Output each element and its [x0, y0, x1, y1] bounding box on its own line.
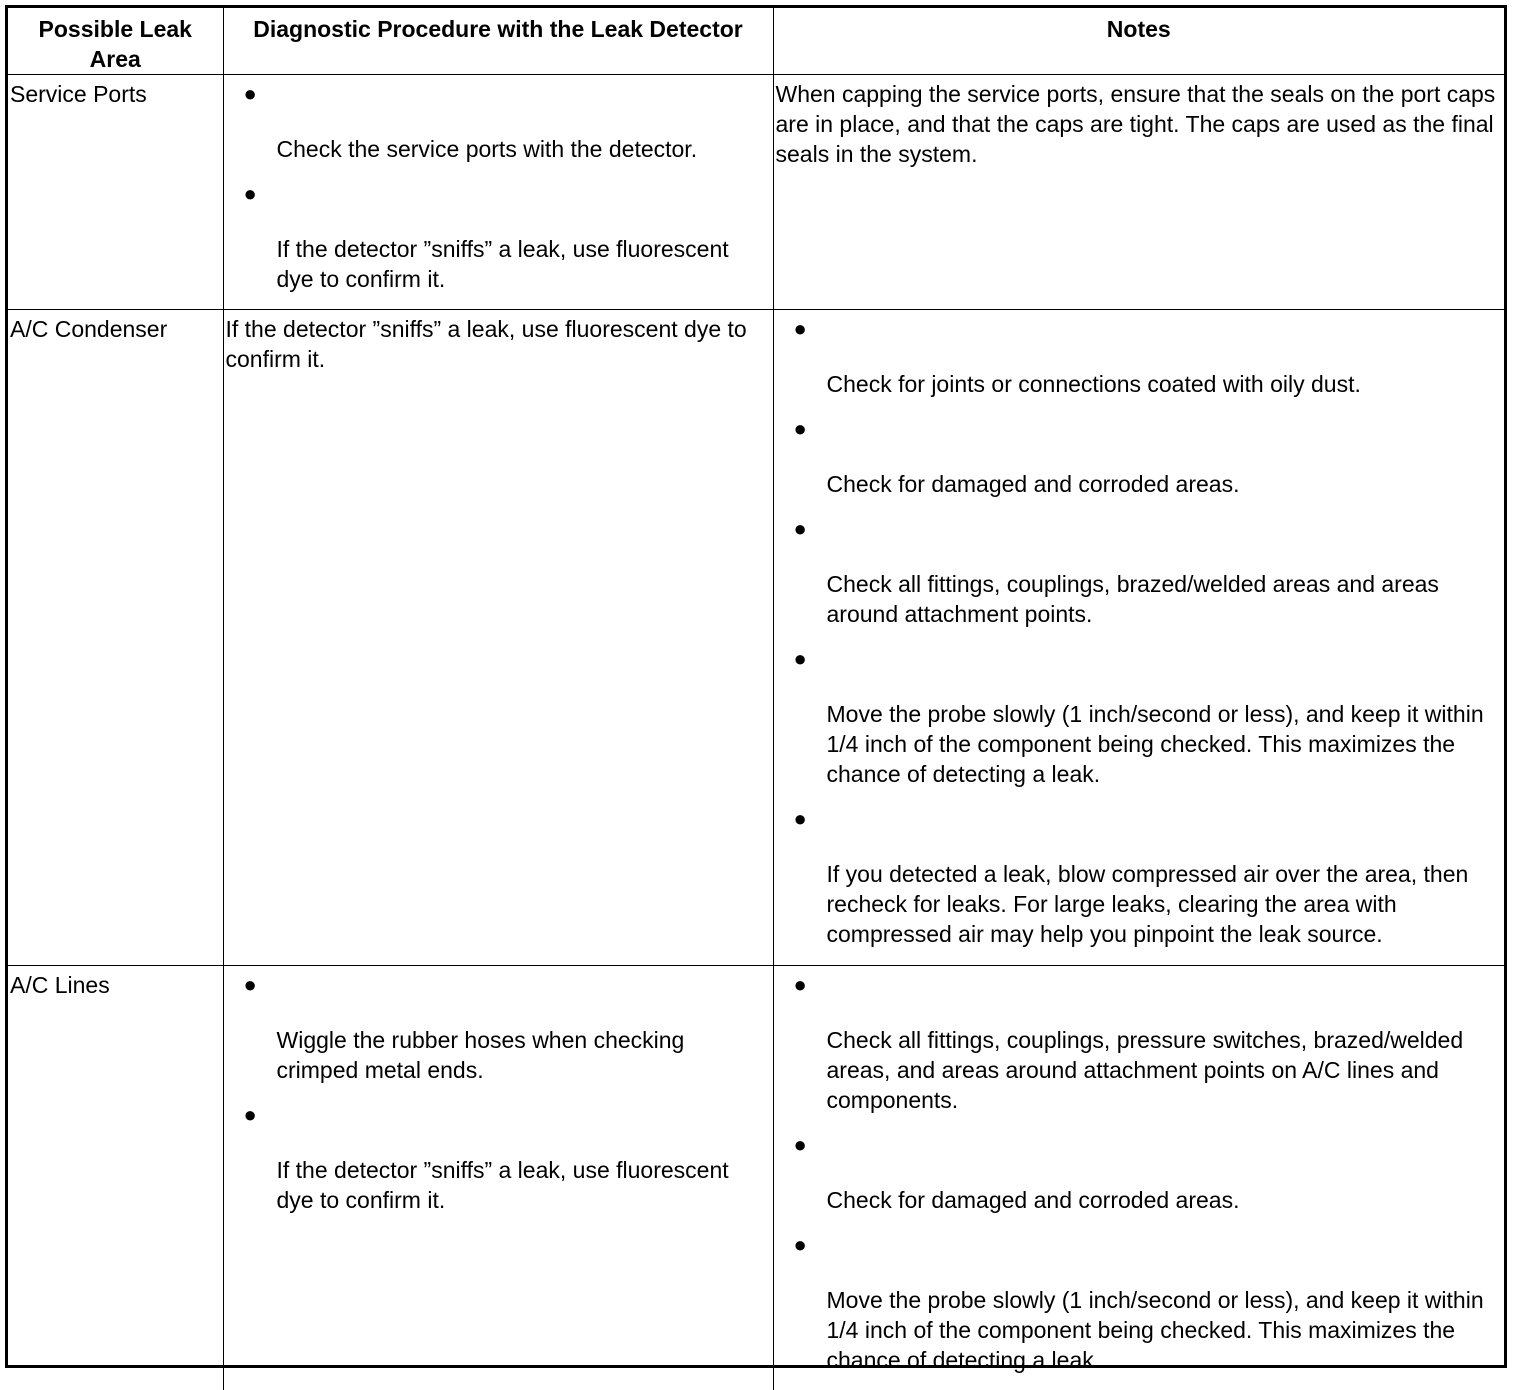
procedure-bullet-list	[226, 79, 771, 294]
bullet-icon: ●	[776, 414, 1503, 444]
bullet-icon: ●	[776, 970, 1503, 1000]
cell-procedure-ac-lines	[223, 966, 773, 1390]
header-diagnostic-procedure: Diagnostic Procedure with the Leak Detector	[223, 8, 773, 75]
bullet-text: Check all fittings, couplings, pressure switches, brazed/welded areas, and areas around attachment points on A/C lines and components.	[776, 1025, 1503, 1115]
bullet-text: Move the probe slowly (1 inch/second or less), and keep it within 1/4 inch of the component being checked. This maximizes the chance of detecting a leak.	[776, 1285, 1503, 1375]
notes-bullet-list	[776, 314, 1503, 949]
list-item	[776, 804, 1503, 949]
procedure-bullet-list	[226, 970, 771, 1215]
cell-area-ac-lines: A/C Lines	[8, 966, 223, 1390]
notes-text: When capping the service ports, ensure that the seals on the port caps are in place, and that the caps are tight. The caps are used as the final seals in the system.	[776, 79, 1503, 169]
list-item	[226, 79, 771, 164]
bullet-text: Check for damaged and corroded areas.	[776, 1185, 1503, 1215]
cell-area-service-ports: Service Ports	[8, 75, 223, 310]
list-item	[226, 179, 771, 294]
bullet-text: If you detected a leak, blow compressed air over the area, then recheck for leaks. For large leaks, clearing the area with compressed air may help you pinpoint the leak source.	[776, 859, 1503, 949]
bullet-icon: ●	[776, 314, 1503, 344]
bullet-icon: ●	[776, 1230, 1503, 1260]
bullet-icon: ●	[776, 514, 1503, 544]
table-row-service-ports	[8, 75, 1504, 310]
table-row-ac-lines	[8, 966, 1504, 1390]
list-item	[226, 1100, 771, 1215]
bullet-text: If the detector ”sniffs” a leak, use fluorescent dye to confirm it.	[226, 234, 771, 294]
bullet-text: Check for damaged and corroded areas.	[776, 469, 1503, 499]
header-possible-leak-area: Possible Leak Area	[8, 8, 223, 75]
cell-notes-service-ports	[773, 75, 1504, 310]
cell-area-ac-condenser: A/C Condenser	[8, 310, 223, 966]
procedure-text: If the detector ”sniffs” a leak, use fluorescent dye to confirm it.	[226, 314, 771, 374]
bullet-text: Check for joints or connections coated with oily dust.	[776, 369, 1503, 399]
bullet-icon: ●	[776, 804, 1503, 834]
bullet-icon: ●	[226, 1100, 771, 1130]
table-header-row	[8, 8, 1504, 75]
cell-procedure-ac-condenser	[223, 310, 773, 966]
cell-notes-ac-condenser	[773, 310, 1504, 966]
cell-notes-ac-lines	[773, 966, 1504, 1390]
list-item	[776, 514, 1503, 629]
list-item	[776, 644, 1503, 789]
list-item	[226, 970, 771, 1085]
bullet-text: Check all fittings, couplings, brazed/welded areas and areas around attachment points.	[776, 569, 1503, 629]
cell-procedure-service-ports	[223, 75, 773, 310]
bullet-icon: ●	[776, 644, 1503, 674]
list-item	[776, 970, 1503, 1115]
leak-diagnosis-table	[5, 5, 1507, 1368]
bullet-text: Move the probe slowly (1 inch/second or less), and keep it within 1/4 inch of the component being checked. This maximizes the chance of detecting a leak.	[776, 699, 1503, 789]
bullet-text: Wiggle the rubber hoses when checking crimped metal ends.	[226, 1025, 771, 1085]
bullet-icon: ●	[776, 1130, 1503, 1160]
list-item	[776, 1130, 1503, 1215]
bullet-icon: ●	[226, 179, 771, 209]
bullet-icon: ●	[226, 79, 771, 109]
bullet-icon: ●	[226, 970, 771, 1000]
bullet-text: Check the service ports with the detector.	[226, 134, 771, 164]
list-item	[776, 1230, 1503, 1375]
table-row-ac-condenser	[8, 310, 1504, 966]
table-grid	[8, 8, 1504, 1390]
list-item	[776, 314, 1503, 399]
bullet-text: If the detector ”sniffs” a leak, use fluorescent dye to confirm it.	[226, 1155, 771, 1215]
notes-bullet-list	[776, 970, 1503, 1375]
list-item	[776, 414, 1503, 499]
header-notes: Notes	[773, 8, 1504, 75]
